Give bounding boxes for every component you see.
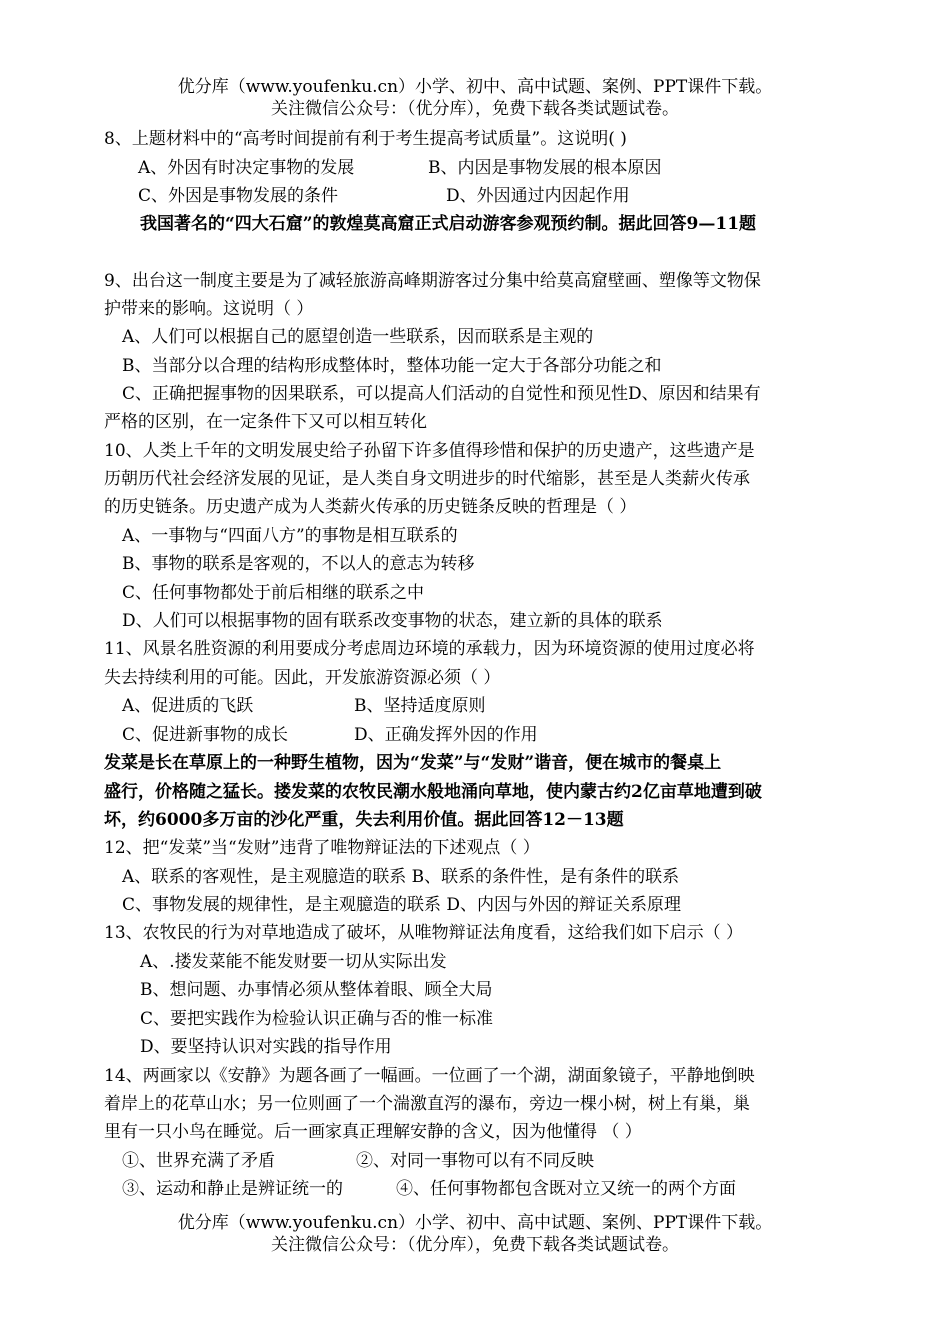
q8-option-a: A、外因有时决定事物的发展 [138, 158, 355, 178]
q14-stem-line-1: 14、两画家以《安静》为题各画了一幅画。一位画了一个湖，湖面象镜子，平静地倒映 [104, 1066, 755, 1086]
q11-option-d: D、正确发挥外因的作用 [354, 725, 538, 745]
q13-option-c: C、要把实践作为检验认识正确与否的惟一标准 [140, 1009, 494, 1029]
q9-stem-line-2: 护带来的影响。这说明（ ） [104, 299, 314, 319]
q9-stem-line-1: 9、出台这一制度主要是为了减轻旅游高峰期游客过分集中给莫高窟壁画、塑像等文物保 [104, 271, 761, 291]
q13-option-a: A、.搂发菜能不能发财要一切从实际出发 [140, 952, 447, 972]
q11-stem-line-1: 11、风景名胜资源的利用要成分考虑周边环境的承载力，因为环境资源的使用过度必将 [104, 639, 755, 659]
q14-option-3: ③、运动和静止是辨证统一的 [122, 1179, 343, 1199]
q10-option-a: A、一事物与“四面八方”的事物是相互联系的 [122, 526, 458, 546]
q10-option-c: C、任何事物都处于前后相继的联系之中 [122, 583, 425, 603]
q14-option-2: ②、对同一事物可以有不同反映 [356, 1151, 594, 1171]
footer-line-1: 优分库（www.youfenku.cn）小学、初中、高中试题、案例、PPT课件下载。 [177, 1213, 773, 1233]
q9-option-a: A、人们可以根据自己的愿望创造一些联系，因而联系是主观的 [122, 327, 594, 347]
q8-option-d: D、外因通过内因起作用 [446, 186, 630, 206]
q9-option-c: C、正确把握事物的因果联系，可以提高人们活动的自觉性和预见性D、原因和结果有 [122, 384, 761, 404]
q11-option-b: B、坚持适度原则 [354, 696, 486, 716]
q10-stem-line-2: 历朝历代社会经济发展的见证，是人类自身文明进步的时代缩影，甚至是人类薪火传承 [104, 469, 750, 489]
material-2-line-3: 坏，约6000多万亩的沙化严重，失去利用价值。据此回答12－13题 [104, 810, 624, 830]
q11-option-c: C、促进新事物的成长 [122, 725, 289, 745]
q10-stem-line-3: 的历史链条。历史遗产成为人类薪火传承的历史链条反映的哲理是（ ） [104, 497, 637, 517]
material-2-line-1: 发菜是长在草原上的一种野生植物，因为“发菜”与“发财”谐音，便在城市的餐桌上 [104, 753, 722, 773]
q13-option-b: B、想问题、办事情必须从整体着眼、顾全大局 [140, 980, 493, 1000]
q12-options-cd: C、事物发展的规律性，是主观臆造的联系 D、内因与外因的辩证关系原理 [122, 895, 682, 915]
material-2-line-2: 盛行，价格随之猛长。搂发菜的农牧民潮水般地涌向草地，使内蒙古约2亿亩草地遭到破 [104, 782, 762, 802]
q13-stem: 13、农牧民的行为对草地造成了破坏，从唯物辩证法角度看，这给我们如下启示（ ） [104, 923, 744, 943]
q10-option-d: D、人们可以根据事物的固有联系改变事物的状态，建立新的具体的联系 [122, 611, 663, 631]
material-1: 我国著名的“四大石窟”的敦煌莫高窟正式启动游客参观预约制。据此回答9—11题 [140, 214, 757, 234]
q11-option-a: A、促进质的飞跃 [122, 696, 254, 716]
q12-stem: 12、把“发菜”当“发财”违背了唯物辩证法的下述观点（ ） [104, 838, 540, 858]
q9-option-d-continued: 严格的区别，在一定条件下又可以相互转化 [104, 412, 427, 432]
q12-options-ab: A、联系的客观性，是主观臆造的联系 B、联系的条件性，是有条件的联系 [122, 867, 680, 887]
q8-option-c: C、外因是事物发展的条件 [138, 186, 339, 206]
q9-option-b: B、当部分以合理的结构形成整体时，整体功能一定大于各部分功能之和 [122, 356, 662, 376]
header-line-2: 关注微信公众号：（优分库），免费下载各类试题试卷。 [271, 99, 679, 119]
q8-stem: 8、上题材料中的“高考时间提前有利于考生提高考试质量”。这说明( ) [104, 129, 627, 149]
q11-stem-line-2: 失去持续利用的可能。因此，开发旅游资源必须（ ） [104, 668, 501, 688]
footer-line-2: 关注微信公众号：（优分库），免费下载各类试题试卷。 [271, 1235, 679, 1255]
q14-stem-line-3: 里有一只小鸟在睡觉。后一画家真正理解安静的含义，因为他懂得 （ ） [104, 1122, 642, 1142]
q14-stem-line-2: 着岸上的花草山水；另一位则画了一个湍激直泻的瀑布，旁边一棵小树，树上有巢，巢 [104, 1094, 750, 1114]
q10-stem-line-1: 10、人类上千年的文明发展史给子孙留下许多值得珍惜和保护的历史遗产，这些遗产是 [104, 441, 755, 461]
q10-option-b: B、事物的联系是客观的，不以人的意志为转移 [122, 554, 475, 574]
header-line-1: 优分库（www.youfenku.cn）小学、初中、高中试题、案例、PPT课件下载。 [177, 77, 773, 97]
q13-option-d: D、要坚持认识对实践的指导作用 [140, 1037, 392, 1057]
q8-option-b: B、内因是事物发展的根本原因 [428, 158, 662, 178]
q14-option-1: ①、世界充满了矛盾 [122, 1151, 275, 1171]
q14-option-4: ④、任何事物都包含既对立又统一的两个方面 [396, 1179, 736, 1199]
